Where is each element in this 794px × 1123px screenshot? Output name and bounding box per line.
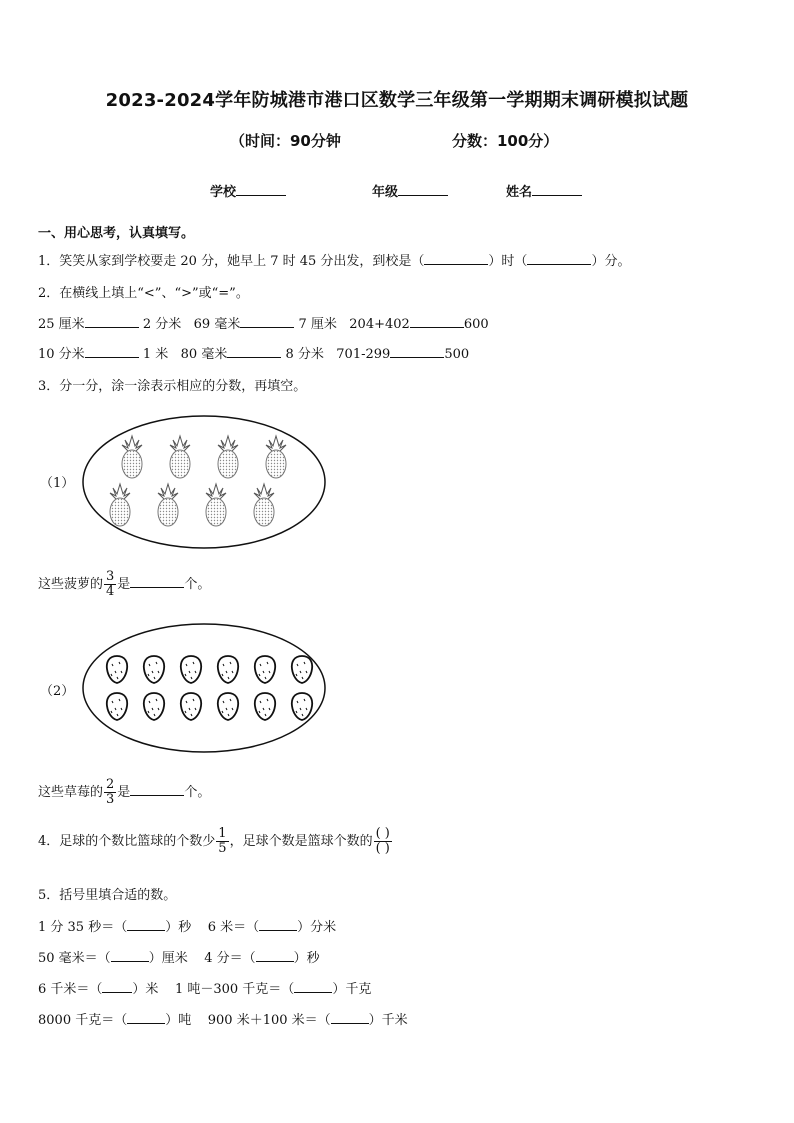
- q4-text-b: ，足球个数是篮球个数的: [229, 834, 373, 849]
- q4-answer-fraction[interactable]: [374, 827, 392, 856]
- q2-blank[interactable]: [410, 315, 464, 328]
- q5-blank[interactable]: [294, 980, 332, 993]
- q2-blank[interactable]: [85, 345, 139, 358]
- q2-item: 600: [463, 317, 489, 332]
- q5-item: ）千克: [332, 982, 372, 997]
- q2-row-1: [38, 313, 489, 332]
- q1-hour-blank[interactable]: [424, 252, 488, 265]
- q5-blank[interactable]: [259, 918, 297, 931]
- q5-item: 6 米＝（: [207, 920, 260, 935]
- fraction-numerator-blank[interactable]: ( ): [375, 826, 390, 841]
- q5-item: ）吨: [165, 1013, 192, 1028]
- q5-item: ）秒: [165, 920, 192, 935]
- q5-row: [38, 947, 320, 966]
- question-3: 3．分一分，涂一涂表示相应的分数，再填空。: [38, 379, 307, 394]
- strawberry-icon: [181, 693, 201, 720]
- figure-1-label: （1）: [40, 476, 75, 491]
- pineapple-icon: [206, 484, 226, 526]
- pineapple-icon: [158, 484, 178, 526]
- fraction-1-5: [216, 827, 228, 856]
- q5-item: 900 米＋100 米＝（: [207, 1013, 331, 1028]
- name-label: 姓名: [506, 185, 533, 200]
- q5-blank[interactable]: [102, 980, 132, 993]
- q5-blank[interactable]: [111, 949, 149, 962]
- question-5: 5．括号里填合适的数。: [38, 888, 177, 903]
- q2-blank[interactable]: [85, 315, 139, 328]
- q5-item: ）米: [132, 982, 159, 997]
- q2-row-2: [38, 343, 469, 362]
- q3-sub-2: [38, 778, 210, 807]
- fraction-3-4: [104, 570, 116, 599]
- q2-blank[interactable]: [227, 345, 281, 358]
- figure-2-label: （2）: [40, 684, 75, 699]
- q1-text-a: 1．笑笑从家到学校要走 20 分，她早上 7 时 45 分出发，到校是（: [38, 254, 425, 269]
- question-2: 2．在横线上填上“<”、“>”或“=”。: [38, 286, 249, 301]
- section-heading: 一、用心思考，认真填写。: [38, 226, 195, 241]
- q5-item: ）厘米: [148, 951, 188, 966]
- q2-item: 2 分米: [142, 317, 182, 332]
- strawberry-icon: [292, 693, 312, 720]
- q5-blank[interactable]: [256, 949, 294, 962]
- q3-sub2-unit: 个。: [184, 785, 211, 800]
- fraction-2-3: [104, 778, 116, 807]
- q5-row: [38, 916, 336, 935]
- strawberry-icon: [144, 656, 164, 683]
- pineapple-icon: [254, 484, 274, 526]
- pineapple-icon: [110, 484, 130, 526]
- school-field: [210, 181, 286, 200]
- grade-blank[interactable]: [398, 183, 448, 196]
- pineapple-icon: [170, 436, 190, 478]
- q2-item: 10 分米: [38, 347, 85, 362]
- strawberry-icon: [218, 693, 238, 720]
- strawberry-figure: [80, 620, 328, 758]
- q3-sub1-blank[interactable]: [130, 575, 184, 588]
- q5-item: 1 分 35 秒＝（: [38, 920, 128, 935]
- school-blank[interactable]: [236, 183, 286, 196]
- q1-text-b: ）时（: [488, 254, 528, 269]
- page-title: 2023-2024学年防城港市港口区数学三年级第一学期期末调研模拟试题: [105, 90, 689, 111]
- fraction-denominator: 3: [106, 792, 115, 807]
- q2-item: 701-299: [336, 347, 391, 362]
- fraction-denominator: 5: [218, 841, 227, 856]
- fraction-numerator: 2: [106, 777, 115, 792]
- strawberry-icon: [218, 656, 238, 683]
- q2-blank[interactable]: [390, 345, 444, 358]
- q2-item: 8 分米: [285, 347, 324, 362]
- q3-sub1-text: 这些菠萝的: [38, 577, 104, 592]
- q5-item: 4 分＝（: [204, 951, 256, 966]
- q5-item: ）分米: [297, 920, 337, 935]
- exam-score: 分数：100分）: [452, 132, 559, 150]
- q3-sub2-is: 是: [117, 785, 131, 800]
- q5-item: ）秒: [293, 951, 320, 966]
- figure-1-oval: [83, 416, 325, 548]
- pineapple-icon: [266, 436, 286, 478]
- school-label: 学校: [210, 185, 237, 200]
- strawberry-icon: [181, 656, 201, 683]
- q5-row: [38, 1009, 408, 1028]
- grade-field: [372, 181, 448, 200]
- q2-item: 7 厘米: [298, 317, 337, 332]
- q5-row: [38, 978, 371, 997]
- q2-blank[interactable]: [240, 315, 294, 328]
- fraction-denominator: 4: [106, 584, 115, 599]
- strawberry-icon: [144, 693, 164, 720]
- q3-sub-1: [38, 570, 210, 599]
- name-field: [506, 181, 582, 200]
- q2-item: 80 毫米: [180, 347, 228, 362]
- question-1: [38, 250, 630, 269]
- q5-item: ）千米: [368, 1013, 408, 1028]
- q5-item: 8000 千克＝（: [38, 1013, 128, 1028]
- q3-sub2-blank[interactable]: [130, 783, 184, 796]
- q5-item: 50 毫米＝（: [38, 951, 111, 966]
- q4-text-a: 4．足球的个数比篮球的个数少: [38, 834, 216, 849]
- pineapple-icon: [122, 436, 142, 478]
- q1-minute-blank[interactable]: [527, 252, 591, 265]
- q2-item: 25 厘米: [38, 317, 85, 332]
- grade-label: 年级: [372, 185, 399, 200]
- fraction-denominator-blank[interactable]: ( ): [375, 841, 390, 856]
- strawberry-icon: [107, 693, 127, 720]
- q5-blank[interactable]: [331, 1011, 369, 1024]
- q5-item: 6 千米＝（: [38, 982, 103, 997]
- name-blank[interactable]: [532, 183, 582, 196]
- fraction-numerator: 1: [218, 826, 227, 841]
- q5-blank[interactable]: [127, 1011, 165, 1024]
- q3-sub2-text: 这些草莓的: [38, 785, 104, 800]
- pineapple-icon: [218, 436, 238, 478]
- strawberry-icon: [255, 656, 275, 683]
- q2-item: 69 毫米: [193, 317, 241, 332]
- q3-sub1-is: 是: [117, 577, 131, 592]
- q2-item: 1 米: [142, 347, 169, 362]
- strawberry-icon: [107, 656, 127, 683]
- pineapple-figure: [80, 412, 328, 552]
- q1-text-c: ）分。: [591, 254, 631, 269]
- q2-item: 204+402: [349, 317, 410, 332]
- q5-item: 1 吨－300 千克＝（: [174, 982, 295, 997]
- q3-sub1-unit: 个。: [184, 577, 211, 592]
- q2-item: 500: [444, 347, 470, 362]
- q5-blank[interactable]: [127, 918, 165, 931]
- exam-time: （时间：90分钟: [230, 132, 341, 150]
- fraction-numerator: 3: [106, 569, 115, 584]
- strawberry-icon: [292, 656, 312, 683]
- question-4: [38, 827, 393, 856]
- figure-2-oval: [83, 624, 325, 752]
- strawberry-icon: [255, 693, 275, 720]
